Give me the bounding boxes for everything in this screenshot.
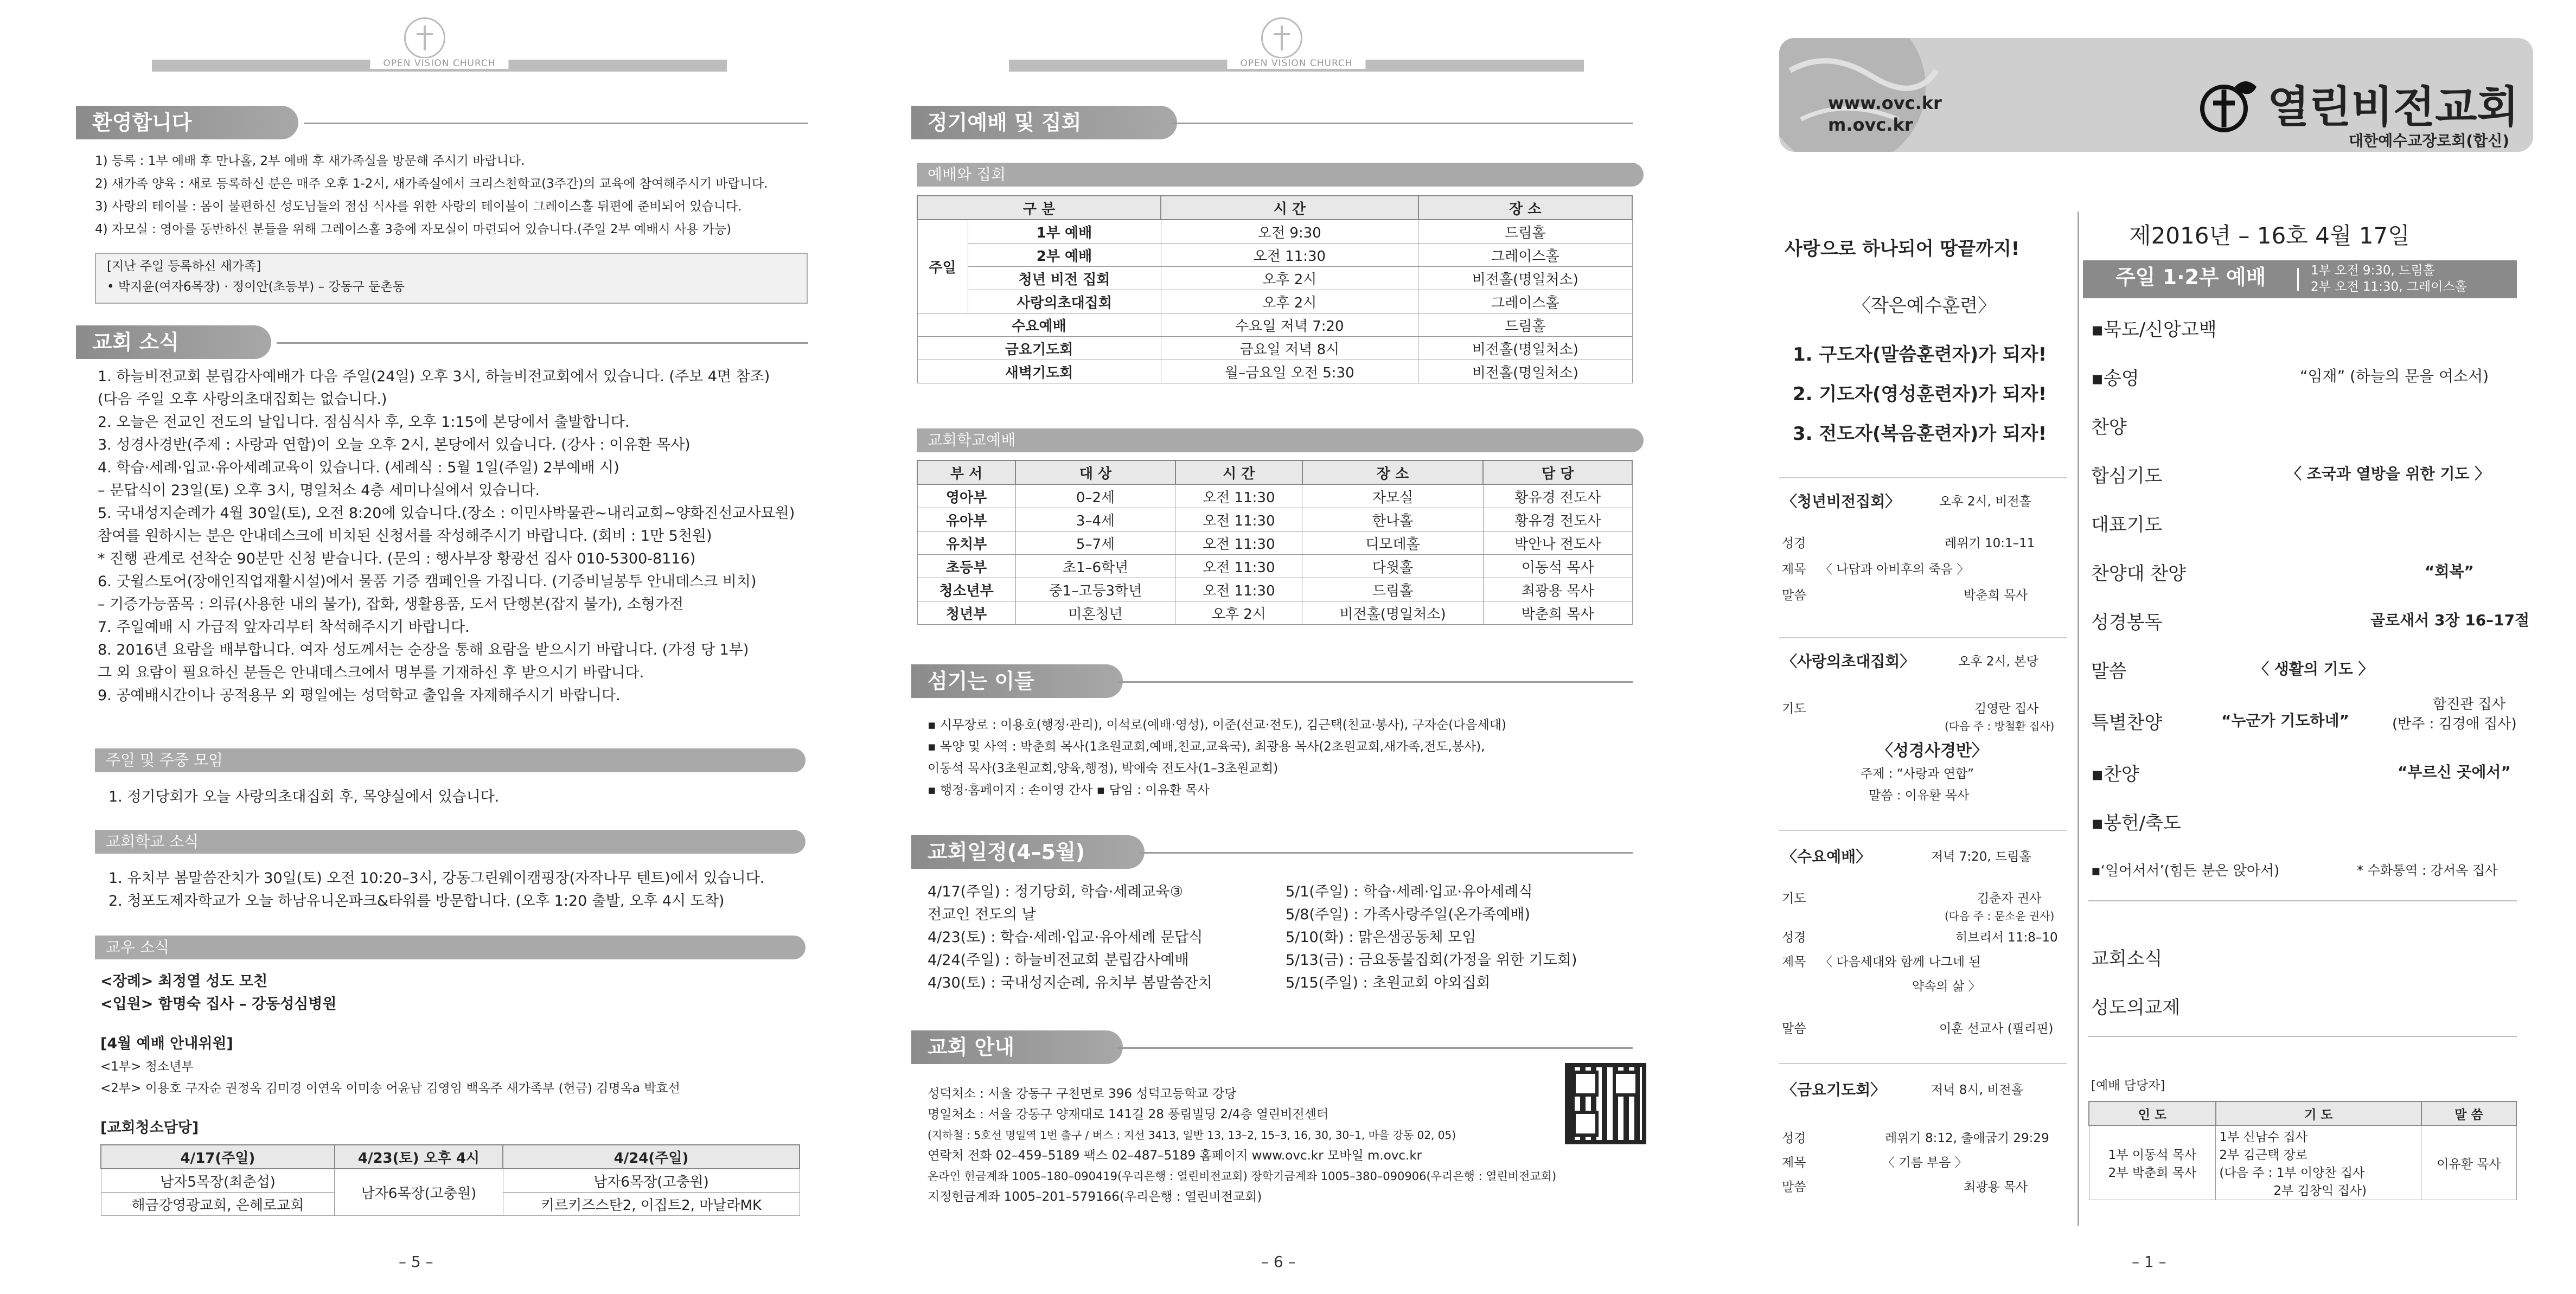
worship-cell: 드림홀: [1418, 313, 1632, 337]
worship-cell: 수요예배: [917, 313, 1161, 337]
divider: [1779, 637, 2067, 638]
worship-col: 시 간: [1161, 196, 1418, 220]
fri-label: 성경: [1782, 1131, 1806, 1145]
wed-next: (다음 주 : 문소윤 권사): [1945, 909, 2055, 923]
schedule-item: 4/17(주일) : 정기당회, 학습·세례교육③: [928, 883, 1183, 900]
order-label: 성도의교제: [2091, 997, 2181, 1018]
info-line: 연락처 전화 02–459–5189 팩스 02–487–5189 홈페이지 www.ovc.kr 모바일 m.ovc.kr: [928, 1149, 1422, 1163]
order-label: 말씀: [2091, 661, 2127, 682]
header-bar: [152, 60, 727, 72]
order-value: “부르신 곳에서”: [2398, 763, 2511, 781]
school-item: 2. 청포도제자학교가 오늘 하남유니온파크&타워를 방문합니다. (오후 1:20 출발, 오후 4시 도착): [108, 893, 725, 909]
duty-prayer-3: (다음 주 : 1부 이양찬 집사: [2219, 1166, 2365, 1180]
website-url[interactable]: www.ovc.kr: [1828, 93, 1942, 113]
cleaning-cell: 해금강영광교회, 은혜로교회: [101, 1193, 335, 1216]
school-cell: 오전 11:30: [1175, 555, 1302, 578]
order-value: “누군가 기도하네”: [2221, 712, 2349, 729]
duty-prayer-4: 2부 김창익 집사): [2273, 1184, 2367, 1198]
school-cell: 드림홀: [1302, 578, 1484, 601]
youth-label: 말씀: [1782, 588, 1806, 603]
page-5: [0, 0, 846, 1294]
cleaning-cell: 남자6목장(고충원): [335, 1169, 503, 1216]
info-line: 지정헌금계좌 1005–201–579166(우리은행 : 열린비전교회): [928, 1190, 1262, 1204]
youth-value: 〈 나답과 아비후의 죽음 〉: [1820, 562, 1970, 576]
news-item: – 기증가능품목 : 의류(사용한 내의 불가), 잡화, 생활용품, 도서 단행본(잡지 불가), 소형가전: [98, 596, 684, 613]
school-cell: 박춘희 목사: [1483, 601, 1632, 625]
mobile-url[interactable]: m.ovc.kr: [1828, 114, 1913, 135]
wed-title: 〈수요예배〉: [1782, 848, 1871, 866]
section-rule: [1117, 681, 1633, 683]
issue-date: 제2016년 – 16호 4월 17일: [2129, 222, 2410, 249]
school-cell: 청년부: [917, 601, 1015, 625]
invite-prayer-label: 기도: [1782, 702, 1806, 716]
news-item: – 문답식이 23일(토) 오후 3시, 명일처소 4층 세미나실에서 있습니다.: [98, 482, 540, 499]
schedule-item: 5/13(금) : 금요동불집회(가정을 위한 기도회): [1286, 952, 1577, 969]
fri-label: 제목: [1782, 1156, 1806, 1170]
duty-prayer-1: 1부 신남수 집사: [2219, 1130, 2307, 1144]
ushers-2: <2부> 이용호 구자순 권정옥 김미경 이연옥 이미송 어윤남 김영임 백옥주 새가족부 (헌금) 김명옥a 박효선: [100, 1081, 680, 1096]
news-item: 2. 오늘은 전교인 전도의 날입니다. 점심식사 후, 오후 1:15에 본당에서 출발합니다.: [98, 414, 630, 431]
divider: [2297, 268, 2299, 291]
column-divider: [2078, 212, 2079, 1226]
worship-cell: 오후 2시: [1161, 267, 1418, 290]
welcome-2: 2) 새가족 양육 : 새로 등록하신 분은 매주 오후 1-2시, 새가족실에서 크리스천학교(3주간)의 교육에 참여해주시기 바랍니다.: [95, 177, 768, 191]
info-line: 명일처소 : 서울 강동구 양재대로 141길 28 풍림빌딩 2/4층 열린비전센터: [928, 1107, 1329, 1122]
invite-next: (다음 주 : 방철환 집사): [1945, 720, 2055, 733]
service-header: [2083, 260, 2517, 298]
worship-cell: 사랑의초대집회: [968, 290, 1161, 313]
section-rule: [1139, 852, 1633, 854]
church-name-korean: 열린비전교회: [2267, 82, 2519, 132]
divider: [1779, 477, 2067, 478]
school-cell: 유치부: [917, 531, 1015, 555]
news-item: 그 외 요람이 필요하신 분들은 안내데스크에서 명부를 기재하신 후 받으시기 바랍니다.: [98, 664, 644, 681]
fri-time: 저녁 8시, 비전홀: [1931, 1083, 2023, 1097]
bible-theme: 주제 : “사랑과 연합”: [1861, 767, 1974, 781]
page-6: [868, 0, 1714, 1294]
school-cell: 디모데홀: [1302, 531, 1484, 555]
order-label: ▪봉헌/축도: [2091, 812, 2181, 834]
school-cell: 황유경 전도사: [1483, 508, 1632, 531]
section-rule: [1172, 123, 1633, 124]
duty-col: 기 도: [2216, 1101, 2421, 1125]
training-2: 2. 기도자(영성훈련자)가 되자!: [1793, 383, 2047, 405]
schedule-item: 4/23(토) : 학습·세례·입교·유아세례 문답식: [928, 929, 1203, 946]
section-rule: [304, 123, 808, 124]
divider: [1779, 1063, 2067, 1064]
worship-cell: 새벽기도회: [917, 360, 1161, 383]
schedule-item: 5/15(주일) : 초원교회 야외집회: [1286, 975, 1491, 991]
youth-label: 성경: [1782, 536, 1806, 550]
order-label: ▪묵도/신앙고백: [2091, 319, 2217, 341]
ushers-1: <1부> 청소년부: [100, 1060, 194, 1074]
school-news-title: 교회학교 소식: [95, 830, 806, 854]
member-item: <장례> 최정열 성도 모친: [100, 973, 268, 990]
duty-prayer-2: 2부 김근택 장로: [2219, 1148, 2307, 1162]
bible-class: 〈성경사경반〉: [1877, 741, 1988, 760]
school-col: 담 당: [1483, 460, 1632, 484]
news-item: 3. 성경사경반(주제 : 사랑과 연합)이 오늘 오후 2시, 본당에서 있습니다. (강사 : 이유환 목사): [98, 437, 691, 453]
order-value: “회복”: [2425, 562, 2474, 580]
service-time-1: 1부 오전 9:30, 드림홀: [2311, 264, 2435, 278]
member-news-title: 교우 소식: [95, 936, 806, 959]
school-cell: 오전 11:30: [1175, 508, 1302, 531]
small-jesus-title: 〈작은예수훈련〉: [1852, 295, 1997, 317]
welcome-3: 3) 사랑의 테이블 : 몸이 불편하신 성도님들의 점심 식사를 위한 사랑의 테이블이 그레이스홀 뒤편에 준비되어 있습니다.: [95, 200, 742, 214]
schedule-item: 전교인 전도의 날: [928, 906, 1036, 923]
order-label: 성경봉독: [2091, 612, 2163, 633]
school-cell: 5–7세: [1015, 531, 1175, 555]
member-item: <입원> 함명숙 집사 – 강동성심병원: [100, 996, 337, 1013]
welcome-1: 1) 등록 : 1부 예배 후 만나홀, 2부 예배 후 새가족실을 방문해 주시기 바랍니다.: [95, 154, 525, 168]
school-cell: 자모실: [1302, 484, 1484, 508]
page-number: – 6 –: [1261, 1253, 1296, 1271]
news-item: * 진행 관계로 선착순 90분만 신청 받습니다. (문의 : 행사부장 황광선 집사 010-5300-8116): [98, 550, 696, 567]
new-family-box: [95, 253, 808, 304]
news-item: 6. 굿윌스토어(장애인직업재활시설)에서 물품 기증 캠페인을 가집니다. (기증비닐봉투 안내데스크 비치): [98, 573, 757, 590]
duty-prayer: [2216, 1125, 2421, 1200]
school-sub: 교회학교예배: [917, 428, 1644, 452]
news-item: 1. 하늘비전교회 분립감사예배가 다음 주일(24일) 오후 3시, 하늘비전교회에서 있습니다. (주보 4면 참조): [98, 368, 770, 385]
order-value: 골로새서 3장 16–17절: [2370, 611, 2530, 629]
worship-sub: 예배와 집회: [917, 163, 1644, 187]
school-cell: 황유경 전도사: [1483, 484, 1632, 508]
fri-value: 레위기 8:12, 출애굽기 29:29: [1885, 1131, 2049, 1145]
duty-lead: [2089, 1125, 2216, 1200]
school-cell: 중1–고등3학년: [1015, 578, 1175, 601]
training-3: 3. 전도자(복음훈련자)가 되자!: [1793, 423, 2047, 445]
ushers-title: [4월 예배 안내위원]: [100, 1035, 233, 1052]
church-name: OPEN VISION CHURCH: [1227, 58, 1365, 69]
school-cell: 오전 11:30: [1175, 531, 1302, 555]
fri-title: 〈금요기도회〉: [1782, 1081, 1886, 1099]
school-cell: 초1–6학년: [1015, 555, 1175, 578]
order-label: ▪‘일어서서’(힘든 분은 앉아서): [2091, 863, 2280, 879]
youth-value: 레위기 10:1–11: [1945, 536, 2035, 550]
worship-cell: 비전홀(명일처소): [1418, 337, 1632, 360]
cleaning-col: 4/24(주일): [503, 1145, 800, 1169]
worship-cell: 오후 2시: [1161, 290, 1418, 313]
cleaning-cell: 남자6목장(고충원): [503, 1169, 800, 1193]
worship-col: 구 분: [917, 196, 1161, 220]
cleaning-cell: 남자5목장(최춘섭): [101, 1169, 335, 1193]
youth-value: 박춘희 목사: [1964, 588, 2028, 603]
servants-3: 이동석 목사(3초원교회,양육,행정), 박애숙 전도사(1–3초원교회): [928, 761, 1279, 776]
fri-value: 〈 기름 부음 〉: [1882, 1156, 1967, 1170]
servants-title: 섬기는 이들: [911, 664, 1123, 698]
servants-2: ▪ 목양 및 사역 : 박춘희 목사(1초원교회,예배,친교,교육국), 최광용 목사(2초원교회,새가족,전도,봉사),: [928, 740, 1485, 754]
cleaning-table: [100, 1144, 800, 1216]
news-item: 9. 공예배시간이나 공적용무 외 평일에는 성덕학교 출입을 자제해주시기 바랍니다.: [98, 687, 621, 704]
order-label: 특별찬양: [2091, 712, 2163, 734]
school-col: 시 간: [1175, 460, 1302, 484]
worship-cell: 드림홀: [1418, 220, 1632, 244]
school-col: 장 소: [1302, 460, 1484, 484]
special-accomp: (반주 : 김경애 집사): [2392, 716, 2517, 732]
training-1: 1. 구도자(말씀훈련자)가 되자!: [1793, 344, 2047, 366]
info-line: 온라인 헌금계좌 1005–180–090419(우리은행 : 열린비전교회) 장학기금계좌 1005–380–090906(우리은행 : 열린비전교회): [928, 1170, 1557, 1183]
worship-group: 주일: [917, 220, 968, 313]
wed-label: 성경: [1782, 931, 1806, 945]
invite-title: 〈사랑의초대집회〉: [1782, 652, 1915, 670]
schedule-item: 4/24(주일) : 하늘비전교회 분립감사예배: [928, 952, 1189, 969]
news-item: 7. 주일예배 시 가급적 앞자리부터 착석해주시기 바랍니다.: [98, 619, 470, 636]
meeting-item: 1. 정기당회가 오늘 사랑의초대집회 후, 목양실에서 있습니다.: [108, 789, 500, 805]
cleaning-title: [교회청소담당]: [100, 1119, 199, 1136]
duty-col: 인 도: [2089, 1101, 2216, 1125]
youth-time: 오후 2시, 비전홀: [1939, 495, 2031, 509]
fri-value: 최광용 목사: [1964, 1180, 2028, 1194]
news-item: 5. 국내성지순례가 4월 30일(토), 오전 8:20에 있습니다.(장소 : 이민사박물관~내리교회~양화진선교사묘원): [98, 505, 795, 522]
school-cell: 초등부: [917, 555, 1015, 578]
school-item: 1. 유치부 봄말씀잔치가 30일(토) 오전 10:20–3시, 강동그린웨이캠핑장(자작나무 텐트)에서 있습니다.: [108, 870, 765, 887]
school-cell: 3–4세: [1015, 508, 1175, 531]
schedule-item: 5/10(화) : 맑은샘공동체 모임: [1286, 929, 1476, 946]
invite-prayer: 김영란 집사: [1974, 702, 2039, 716]
cleaning-col: 4/23(토) 오후 4시: [335, 1145, 503, 1169]
wed-value: 히브리서 11:8–10: [1955, 931, 2058, 945]
school-col: 대 상: [1015, 460, 1175, 484]
church-logo-icon: [2197, 76, 2262, 136]
servants-4: ▪ 행정·홈페이지 : 손이영 간사 ▪ 담임 : 이유환 목사: [928, 783, 1210, 797]
cleaning-cell: 키르키즈스탄2, 이집트2, 마날라MK: [503, 1193, 800, 1216]
header-bar: [1009, 60, 1584, 72]
wed-label: 기도: [1782, 892, 1806, 906]
order-value: 〈 생활의 기도 〉: [2254, 660, 2374, 678]
invite-time: 오후 2시, 본당: [1958, 655, 2038, 669]
worship-cell: 금요일 저녁 8시: [1161, 337, 1418, 360]
wed-label: 말씀: [1782, 1022, 1806, 1036]
wed-prayer: 김춘자 권사: [1977, 892, 2042, 906]
duty-table: [2088, 1101, 2517, 1200]
welcome-4: 4) 자모실 : 영아를 동반하신 분들을 위해 그레이스홀 3층에 자모실이 마련되어 있습니다.(주일 2부 예배시 사용 가능): [95, 222, 732, 236]
page-number: – 5 –: [399, 1253, 433, 1271]
worship-cell: 월–금요일 오전 5:30: [1161, 360, 1418, 383]
wed-label: 제목: [1782, 955, 1806, 969]
worship-cell: 비전홀(명일처소): [1418, 360, 1632, 383]
page-1-cover: [1757, 0, 2576, 1294]
welcome-title: 환영합니다: [76, 106, 298, 139]
wed-value: 이훈 선교사 (필리핀): [1939, 1022, 2054, 1036]
worship-cell: 그레이스홀: [1418, 290, 1632, 313]
school-table: [917, 460, 1633, 625]
denomination: 대한예수교장로회(합신): [2349, 132, 2510, 150]
meeting-title: 주일 및 주중 모임: [95, 748, 806, 772]
order-value: * 수화통역 : 강서옥 집사: [2357, 863, 2498, 878]
cleaning-col: 4/17(주일): [101, 1145, 335, 1169]
servants-1: ▪ 시무장로 : 이용호(행정·관리), 이석로(예배·영성), 이준(선교·전도), 김근택(친교·봉사), 구자순(다음세대): [928, 718, 1507, 732]
school-cell: 오전 11:30: [1175, 578, 1302, 601]
worship-cell: 비전홀(명일처소): [1418, 267, 1632, 290]
youth-title: 〈청년비전집회〉: [1782, 492, 1901, 510]
worship-cell: 수요일 저녁 7:20: [1161, 313, 1418, 337]
motto: 사랑으로 하나되어 땅끝까지!: [1785, 238, 2020, 260]
order-label: ▪찬양: [2091, 764, 2139, 785]
section-rule: [277, 342, 808, 344]
news-item: 8. 2016년 요람을 배부합니다. 여자 성도께서는 순장을 통해 요람을 받으시기 바랍니다. (가정 당 1부): [98, 642, 749, 658]
worship-cell: 오전 9:30: [1161, 220, 1418, 244]
order-label: ▪송영: [2091, 368, 2139, 389]
news-item: 참여를 원하시는 분은 안내데스크에 비치된 신청서를 작성해주시기 바랍니다. (회비 : 1만 5천원): [98, 528, 712, 544]
schedule-item: 5/1(주일) : 학습·세례·입교·유아세례식: [1286, 883, 1533, 900]
youth-label: 제목: [1782, 562, 1806, 576]
order-label: 합심기도: [2091, 465, 2163, 487]
school-cell: 미혼청년: [1015, 601, 1175, 625]
school-cell: 청소년부: [917, 578, 1015, 601]
duty-lead-1: 1부 이동석 목사: [2108, 1148, 2197, 1162]
worship-cell: 1부 예배: [968, 220, 1161, 244]
duty-col: 말 씀: [2421, 1101, 2516, 1125]
worship-cell: 금요기도회: [917, 337, 1161, 360]
school-cell: 다윗홀: [1302, 555, 1484, 578]
school-cell: 오후 2시: [1175, 601, 1302, 625]
news-item: (다음 주일 오후 사랑의초대집회는 없습니다.): [98, 391, 387, 408]
worship-cell: 오전 11:30: [1161, 244, 1418, 267]
duty-title: [예배 담당자]: [2091, 1079, 2165, 1093]
schedule-title: 교회일정(4–5월): [911, 835, 1145, 869]
divider: [2088, 900, 2517, 901]
new-family-list: • 박지윤(여자6목장) · 정이안(초등부) – 강동구 둔촌동: [107, 280, 405, 294]
cover-banner: [1779, 38, 2533, 152]
order-value: “임재” (하늘의 문을 여소서): [2300, 367, 2489, 385]
section-rule: [1117, 1047, 1633, 1049]
order-label: 찬양대 찬양: [2091, 563, 2187, 585]
worship-col: 장 소: [1418, 196, 1632, 220]
special-singer: 함진관 집사: [2433, 696, 2505, 713]
news-item: 4. 학습·세례·입교·유아세례교육이 있습니다. (세례식 : 5월 1일(주일) 2부예배 시): [98, 459, 619, 476]
service-label: 주일 1·2부 예배: [2115, 265, 2266, 289]
schedule-item: 5/8(주일) : 가족사랑주일(온가족예배): [1286, 906, 1530, 923]
duty-sermon: 이유환 목사: [2421, 1125, 2516, 1200]
wed-value: 약속의 삶 〉: [1912, 979, 1981, 994]
order-value: 〈 조국과 열방을 위한 기도 〉: [2286, 465, 2490, 483]
church-emblem-icon: [404, 17, 445, 59]
worship-cell: 그레이스홀: [1418, 244, 1632, 267]
bible-speaker: 말씀 : 이유환 목사: [1869, 789, 1970, 803]
order-label: 대표기도: [2091, 514, 2163, 536]
school-cell: 유아부: [917, 508, 1015, 531]
school-cell: 0–2세: [1015, 484, 1175, 508]
order-label: 교회소식: [2091, 948, 2163, 970]
divider: [1779, 830, 2067, 831]
school-col: 부 서: [917, 460, 1015, 484]
news-title: 교회 소식: [76, 325, 271, 359]
church-name: OPEN VISION CHURCH: [370, 58, 508, 69]
order-label: 찬양: [2091, 417, 2127, 438]
worship-cell: 2부 예배: [968, 244, 1161, 267]
wed-value: 〈 다음세대와 함께 나그네 된: [1820, 955, 1981, 969]
page-number: – 1 –: [2132, 1253, 2166, 1271]
info-line: (지하철 : 5호선 명일역 1번 출구 / 버스 : 지선 3413, 일반 13, 13–2, 15–3, 16, 30, 30–1, 마을 강동 02, 05): [928, 1129, 1456, 1142]
church-emblem-icon: [1261, 17, 1302, 59]
info-line: 성덕처소 : 서울 강동구 구천면로 396 성덕고등학교 강당: [928, 1087, 1237, 1101]
fri-label: 말씀: [1782, 1180, 1806, 1194]
service-time-2: 2부 오전 11:30, 그레이스홀: [2311, 280, 2467, 294]
school-cell: 한나홀: [1302, 508, 1484, 531]
qr-code-icon: [1565, 1063, 1646, 1144]
worship-table: [917, 195, 1633, 383]
new-family-header: [지난 주일 등록하신 새가족]: [107, 259, 261, 273]
school-cell: 이동석 목사: [1483, 555, 1632, 578]
info-title: 교회 안내: [911, 1030, 1123, 1064]
school-cell: 비전홀(명일처소): [1302, 601, 1484, 625]
wed-time: 저녁 7:20, 드림홀: [1931, 850, 2031, 864]
school-cell: 영아부: [917, 484, 1015, 508]
worship-title: 정기예배 및 집회: [911, 106, 1177, 139]
duty-lead-2: 2부 박춘희 목사: [2108, 1166, 2197, 1180]
schedule-item: 4/30(토) : 국내성지순례, 유치부 봄말씀잔치: [928, 975, 1212, 991]
worship-cell: 청년 비전 집회: [968, 267, 1161, 290]
school-cell: 오전 11:30: [1175, 484, 1302, 508]
divider: [2088, 1036, 2517, 1037]
school-cell: 박안나 전도사: [1483, 531, 1632, 555]
school-cell: 최광용 목사: [1483, 578, 1632, 601]
